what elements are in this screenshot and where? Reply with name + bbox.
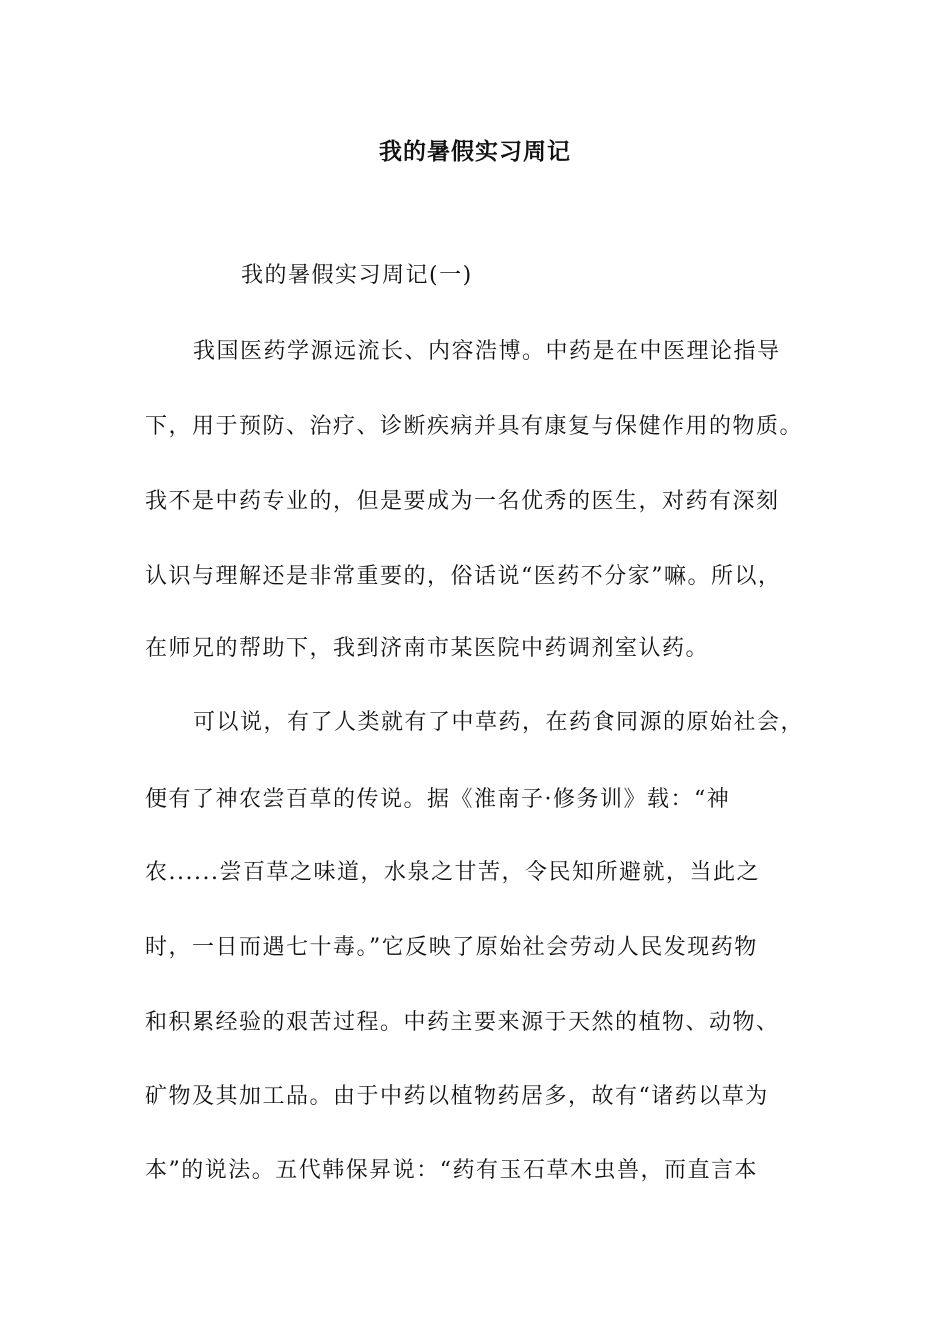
paragraph-line: 便有了神农尝百草的传说。据《淮南子·修务训》载：“神 [145,787,731,812]
paragraph-line: 在师兄的帮助下，我到济南市某医院中药调剂室认药。 [145,636,710,661]
paragraph-line: 下，用于预防、治疗、诊断疾病并具有康复与保健作用的物质。 [145,414,804,439]
paragraph-line: 认识与理解还是非常重要的，俗话说“医药不分家”嘛。所以， [145,564,782,589]
paragraph-line: 本”的说法。五代韩保昇说：“药有玉石草木虫兽，而直言本 [145,1158,758,1183]
paragraph-line: 可以说，有了人类就有了中草药，在药食同源的原始社会， [193,710,805,735]
paragraph-line: 我国医药学源远流长、内容浩博。中药是在中医理论指导 [193,339,781,364]
paragraph-line: 时，一日而遇七十毒。”它反映了原始社会劳动人民发现药物 [145,935,758,960]
document-title: 我的暑假实习周记 [379,138,571,165]
paragraph-line: 矿物及其加工品。由于中药以植物药居多，故有“诸药以草为 [145,1084,769,1109]
section-heading: 我的暑假实习周记(一) [241,263,473,288]
paragraph-line: 农......尝百草之味道，水泉之甘苦，令民知所避就，当此之 [145,860,760,885]
paragraph-line: 我不是中药专业的，但是要成为一名优秀的医生，对药有深刻 [145,489,780,514]
paragraph-line: 和积累经验的艰苦过程。中药主要来源于天然的植物、动物、 [145,1010,780,1035]
